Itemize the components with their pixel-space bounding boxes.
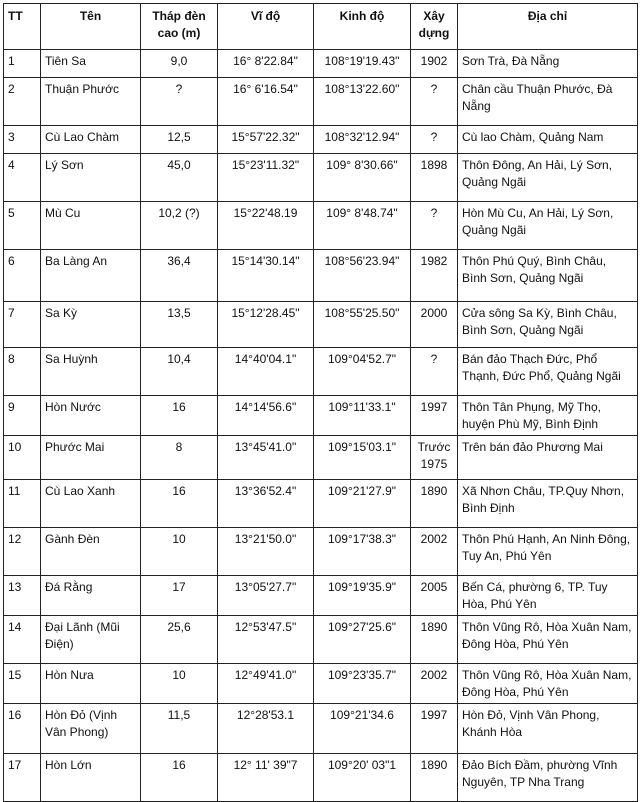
- table-row: [4, 250, 638, 302]
- cell-name: Cù Lao Xanh: [41, 480, 141, 528]
- cell-longitude: 108°32'12.94": [314, 126, 411, 154]
- cell-longitude: 109° 8'48.74": [314, 202, 411, 250]
- cell-tt: 3: [4, 126, 41, 154]
- table-row: [4, 78, 638, 126]
- table-row: [4, 436, 638, 480]
- cell-address: Hòn Đỏ, Vịnh Vân Phong, Khánh Hòa: [458, 704, 638, 754]
- cell-built: ?: [411, 126, 458, 154]
- cell-latitude: 14°14'56.6": [218, 396, 314, 436]
- cell-name: Thuận Phước: [41, 78, 141, 126]
- cell-height: 10,2 (?): [141, 202, 218, 250]
- cell-name: Lý Sơn: [41, 154, 141, 202]
- cell-address: Hòn Mù Cu, An Hải, Lý Sơn, Quảng Ngãi: [458, 202, 638, 250]
- cell-longitude: 109°21'34.6: [314, 704, 411, 754]
- cell-built: 2000: [411, 302, 458, 348]
- cell-height: 13,5: [141, 302, 218, 348]
- cell-height: 10: [141, 664, 218, 704]
- cell-tt: 7: [4, 302, 41, 348]
- cell-longitude: 109°11'33.1": [314, 396, 411, 436]
- cell-latitude: 13°45'41.0": [218, 436, 314, 480]
- cell-built: ?: [411, 348, 458, 396]
- cell-name: Hòn Lớn: [41, 754, 141, 802]
- cell-built: 2002: [411, 664, 458, 704]
- cell-name: Gành Đèn: [41, 528, 141, 576]
- table-row: [4, 754, 638, 802]
- cell-longitude: 109°27'25.6": [314, 616, 411, 664]
- cell-tt: 14: [4, 616, 41, 664]
- cell-built: 1997: [411, 396, 458, 436]
- cell-latitude: 15°14'30.14": [218, 250, 314, 302]
- table-row: [4, 528, 638, 576]
- table-row: [4, 664, 638, 704]
- cell-tt: 16: [4, 704, 41, 754]
- cell-built: ?: [411, 202, 458, 250]
- cell-longitude: 108°55'25.50": [314, 302, 411, 348]
- table-header-row: [4, 4, 638, 50]
- cell-tt: 1: [4, 50, 41, 78]
- cell-latitude: 16° 8'22.84": [218, 50, 314, 78]
- lighthouse-table: [3, 3, 638, 802]
- cell-built: 2005: [411, 576, 458, 616]
- cell-built: 1890: [411, 480, 458, 528]
- cell-height: ?: [141, 78, 218, 126]
- cell-name: Mù Cu: [41, 202, 141, 250]
- cell-latitude: 16° 6'16.54": [218, 78, 314, 126]
- cell-height: 10,4: [141, 348, 218, 396]
- cell-built: 1890: [411, 616, 458, 664]
- cell-built: 1890: [411, 754, 458, 802]
- cell-address: Đảo Bích Đầm, phường Vĩnh Nguyên, TP Nha Trang: [458, 754, 638, 802]
- table-row: [4, 576, 638, 616]
- cell-longitude: 109°20' 03"1: [314, 754, 411, 802]
- cell-latitude: 13°36'52.4": [218, 480, 314, 528]
- cell-latitude: 15°12'28.45": [218, 302, 314, 348]
- cell-tt: 17: [4, 754, 41, 802]
- cell-built: Trước 1975: [411, 436, 458, 480]
- cell-height: 16: [141, 396, 218, 436]
- table-row: [4, 50, 638, 78]
- cell-tt: 5: [4, 202, 41, 250]
- table-row: [4, 126, 638, 154]
- cell-address: Bến Cá, phường 6, TP. Tuy Hòa, Phú Yên: [458, 576, 638, 616]
- table-row: [4, 616, 638, 664]
- cell-latitude: 12°49'41.0": [218, 664, 314, 704]
- cell-address: Thôn Vũng Rô, Hòa Xuân Nam, Đông Hòa, Phú Yên: [458, 664, 638, 704]
- cell-name: Sa Kỳ: [41, 302, 141, 348]
- cell-height: 17: [141, 576, 218, 616]
- header-tt: TT: [4, 4, 41, 50]
- cell-name: Ba Làng An: [41, 250, 141, 302]
- cell-latitude: 12°28'53.1: [218, 704, 314, 754]
- cell-latitude: 13°05'27.7": [218, 576, 314, 616]
- cell-latitude: 15°57'22.32": [218, 126, 314, 154]
- cell-address: Chân cầu Thuận Phước, Đà Nẵng: [458, 78, 638, 126]
- cell-height: 25,6: [141, 616, 218, 664]
- cell-height: 11,5: [141, 704, 218, 754]
- cell-address: Thôn Tân Phụng, Mỹ Thọ, huyện Phù Mỹ, Bình Định: [458, 396, 638, 436]
- cell-tt: 10: [4, 436, 41, 480]
- cell-built: 1982: [411, 250, 458, 302]
- cell-longitude: 108°13'22.60": [314, 78, 411, 126]
- cell-tt: 8: [4, 348, 41, 396]
- cell-longitude: 109°04'52.7": [314, 348, 411, 396]
- cell-address: Trên bán đảo Phương Mai: [458, 436, 638, 480]
- cell-longitude: 109°23'35.7": [314, 664, 411, 704]
- cell-tt: 9: [4, 396, 41, 436]
- cell-address: Cù lao Chàm, Quảng Nam: [458, 126, 638, 154]
- table-row: [4, 348, 638, 396]
- cell-name: Tiên Sa: [41, 50, 141, 78]
- cell-longitude: 109°17'38.3": [314, 528, 411, 576]
- cell-name: Đá Rằng: [41, 576, 141, 616]
- cell-tt: 2: [4, 78, 41, 126]
- cell-address: Thôn Vũng Rô, Hòa Xuân Nam, Đông Hòa, Phú Yên: [458, 616, 638, 664]
- cell-address: Thôn Đông, An Hải, Lý Sơn, Quảng Ngãi: [458, 154, 638, 202]
- cell-height: 9,0: [141, 50, 218, 78]
- cell-name: Sa Huỳnh: [41, 348, 141, 396]
- header-address: Địa chỉ: [458, 4, 638, 50]
- cell-height: 8: [141, 436, 218, 480]
- cell-height: 36,4: [141, 250, 218, 302]
- cell-name: Hòn Đỏ (Vịnh Vân Phong): [41, 704, 141, 754]
- cell-latitude: 12° 11' 39"7: [218, 754, 314, 802]
- header-longitude: Kinh độ: [314, 4, 411, 50]
- table-row: [4, 302, 638, 348]
- cell-height: 16: [141, 754, 218, 802]
- cell-longitude: 108°19'19.43": [314, 50, 411, 78]
- table-row: [4, 396, 638, 436]
- cell-longitude: 109°19'35.9": [314, 576, 411, 616]
- cell-address: Bán đảo Thạch Đức, Phổ Thạnh, Đức Phổ, Quảng Ngãi: [458, 348, 638, 396]
- cell-height: 12,5: [141, 126, 218, 154]
- cell-longitude: 109°21'27.9": [314, 480, 411, 528]
- cell-latitude: 12°53'47.5": [218, 616, 314, 664]
- table-row: [4, 154, 638, 202]
- table-row: [4, 480, 638, 528]
- cell-longitude: 108°56'23.94": [314, 250, 411, 302]
- header-height: Tháp đèn cao (m): [141, 4, 218, 50]
- cell-longitude: 109°15'03.1": [314, 436, 411, 480]
- table-row: [4, 704, 638, 754]
- cell-address: Thôn Phú Hạnh, An Ninh Đông, Tuy An, Phú Yên: [458, 528, 638, 576]
- cell-address: Xã Nhơn Châu, TP.Quy Nhơn, Bình Định: [458, 480, 638, 528]
- cell-built: ?: [411, 78, 458, 126]
- cell-built: 1997: [411, 704, 458, 754]
- cell-address: Cửa sông Sa Kỳ, Bình Châu, Bình Sơn, Quảng Ngãi: [458, 302, 638, 348]
- cell-built: 2002: [411, 528, 458, 576]
- cell-tt: 11: [4, 480, 41, 528]
- cell-height: 10: [141, 528, 218, 576]
- cell-latitude: 15°23'11.32": [218, 154, 314, 202]
- cell-name: Phước Mai: [41, 436, 141, 480]
- cell-tt: 12: [4, 528, 41, 576]
- cell-name: Hòn Nưa: [41, 664, 141, 704]
- cell-address: Thôn Phú Quý, Bình Châu, Bình Sơn, Quảng Ngãi: [458, 250, 638, 302]
- cell-built: 1898: [411, 154, 458, 202]
- cell-latitude: 15°22'48.19: [218, 202, 314, 250]
- cell-height: 45,0: [141, 154, 218, 202]
- header-built: Xây dựng: [411, 4, 458, 50]
- cell-latitude: 14°40'04.1": [218, 348, 314, 396]
- cell-name: Hòn Nước: [41, 396, 141, 436]
- cell-tt: 15: [4, 664, 41, 704]
- cell-name: Cù Lao Chàm: [41, 126, 141, 154]
- cell-tt: 13: [4, 576, 41, 616]
- cell-tt: 6: [4, 250, 41, 302]
- cell-latitude: 13°21'50.0": [218, 528, 314, 576]
- table-row: [4, 202, 638, 250]
- cell-address: Sơn Trà, Đà Nẵng: [458, 50, 638, 78]
- header-latitude: Vĩ độ: [218, 4, 314, 50]
- cell-name: Đại Lãnh (Mũi Điện): [41, 616, 141, 664]
- header-name: Tên: [41, 4, 141, 50]
- cell-height: 16: [141, 480, 218, 528]
- cell-tt: 4: [4, 154, 41, 202]
- cell-longitude: 109° 8'30.66": [314, 154, 411, 202]
- cell-built: 1902: [411, 50, 458, 78]
